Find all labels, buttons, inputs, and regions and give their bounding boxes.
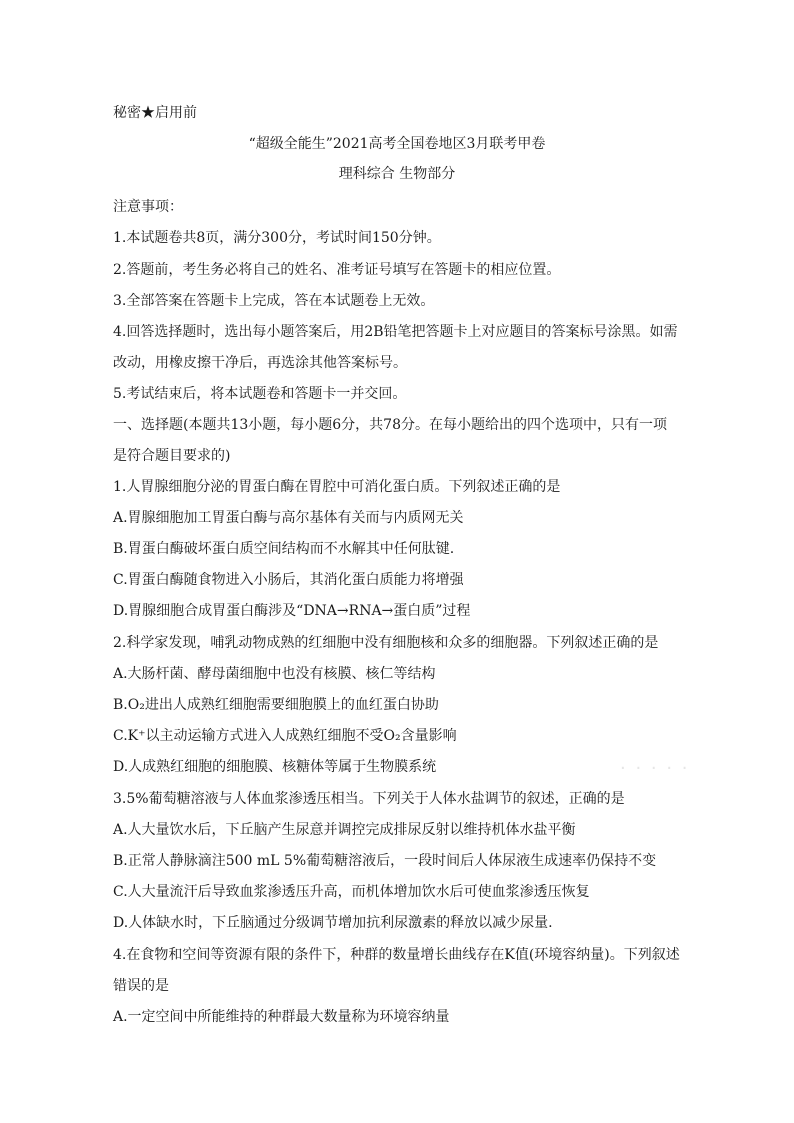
question-1-option-b: B.胃蛋白酶破坏蛋白质空间结构而不水解其中任何肽键. [113,541,455,557]
notice-item: 3.全部答案在答题卡上完成，答在本试题卷上无效。 [113,293,435,309]
question-3-option-c: C.人大量流汗后导致血浆渗透压升高，而机体增加饮水后可使血浆渗透压恢复 [113,884,590,900]
question-4-stem: 4.在食物和空间等资源有限的条件下，种群的数量增长曲线存在K值(环境容纳量)。下列叙述 [113,947,680,963]
watermark: · · · · · [620,758,690,779]
question-2-stem: 2.科学家发现，哺乳动物成熟的红细胞中没有细胞核和众多的细胞器。下列叙述正确的是 [113,635,659,651]
question-3-option-b: B.正常人静脉滴注500 mL 5%葡萄糖溶液后，一段时间后人体尿液生成速率仍保持不变 [113,853,657,869]
notice-item: 1.本试题卷共8页，满分300分，考试时间150分钟。 [113,230,441,246]
secret-label: 秘密★启用前 [113,105,197,121]
question-1-option-a: A.胃腺细胞加工胃蛋白酶与高尔基体有关而与内质网无关 [113,510,464,526]
question-1-option-d: D.胃腺细胞合成胃蛋白酶涉及“DNA→RNA→蛋白质”过程 [113,603,471,619]
question-2-option-a: A.大肠杆菌、酵母菌细胞中也没有核膜、核仁等结构 [113,666,436,682]
question-2-option-b: B.O₂进出人成熟红细胞需要细胞膜上的血红蛋白协助 [113,697,439,713]
question-2-option-c: C.K⁺以主动运输方式进入人成熟红细胞不受O₂含量影响 [113,728,457,744]
notice-item: 2.答题前，考生务必将自己的姓名、准考证号填写在答题卡的相应位置。 [113,262,561,278]
section-heading: 一、选择题(本题共13小题，每小题6分，共78分。在每小题给出的四个选项中，只有一项 [113,417,667,433]
question-4-stem-continued: 错误的是 [113,978,169,994]
question-1-stem: 1.人胃腺细胞分泌的胃蛋白酶在胃腔中可消化蛋白质。下列叙述正确的是 [113,479,561,495]
section-heading-continued: 是符合题目要求的) [113,448,231,464]
question-3-option-a: A.人大量饮水后，下丘脑产生尿意并调控完成排尿反射以维持机体水盐平衡 [113,822,576,838]
question-4-option-a: A.一定空间中所能维持的种群最大数量称为环境容纳量 [113,1009,450,1025]
notice-item: 4.回答选择题时，选出每小题答案后，用2B铅笔把答题卡上对应题目的答案标号涂黑。如需 [113,324,678,340]
question-3-stem: 3.5%葡萄糖溶液与人体血浆渗透压相当。下列关于人体水盐调节的叙述，正确的是 [113,791,625,807]
notice-item: 5.考试结束后，将本试题卷和答题卡一并交回。 [113,386,407,402]
question-3-option-d: D.人体缺水时，下丘脑通过分级调节增加抗利尿激素的释放以减少尿量. [113,915,553,931]
exam-subtitle: 理科综合 生物部分 [338,166,456,182]
notice-heading: 注意事项： [113,199,183,215]
notice-item-continued: 改动，用橡皮擦干净后，再选涂其他答案标号。 [113,355,407,371]
question-1-option-c: C.胃蛋白酶随食物进入小肠后，其消化蛋白质能力将增强 [113,572,464,588]
exam-title: “超级全能生”2021高考全国卷地区3月联考甲卷 [248,136,546,152]
question-2-option-d: D.人成熟红细胞的细胞膜、核糖体等属于生物膜系统 [113,759,437,775]
